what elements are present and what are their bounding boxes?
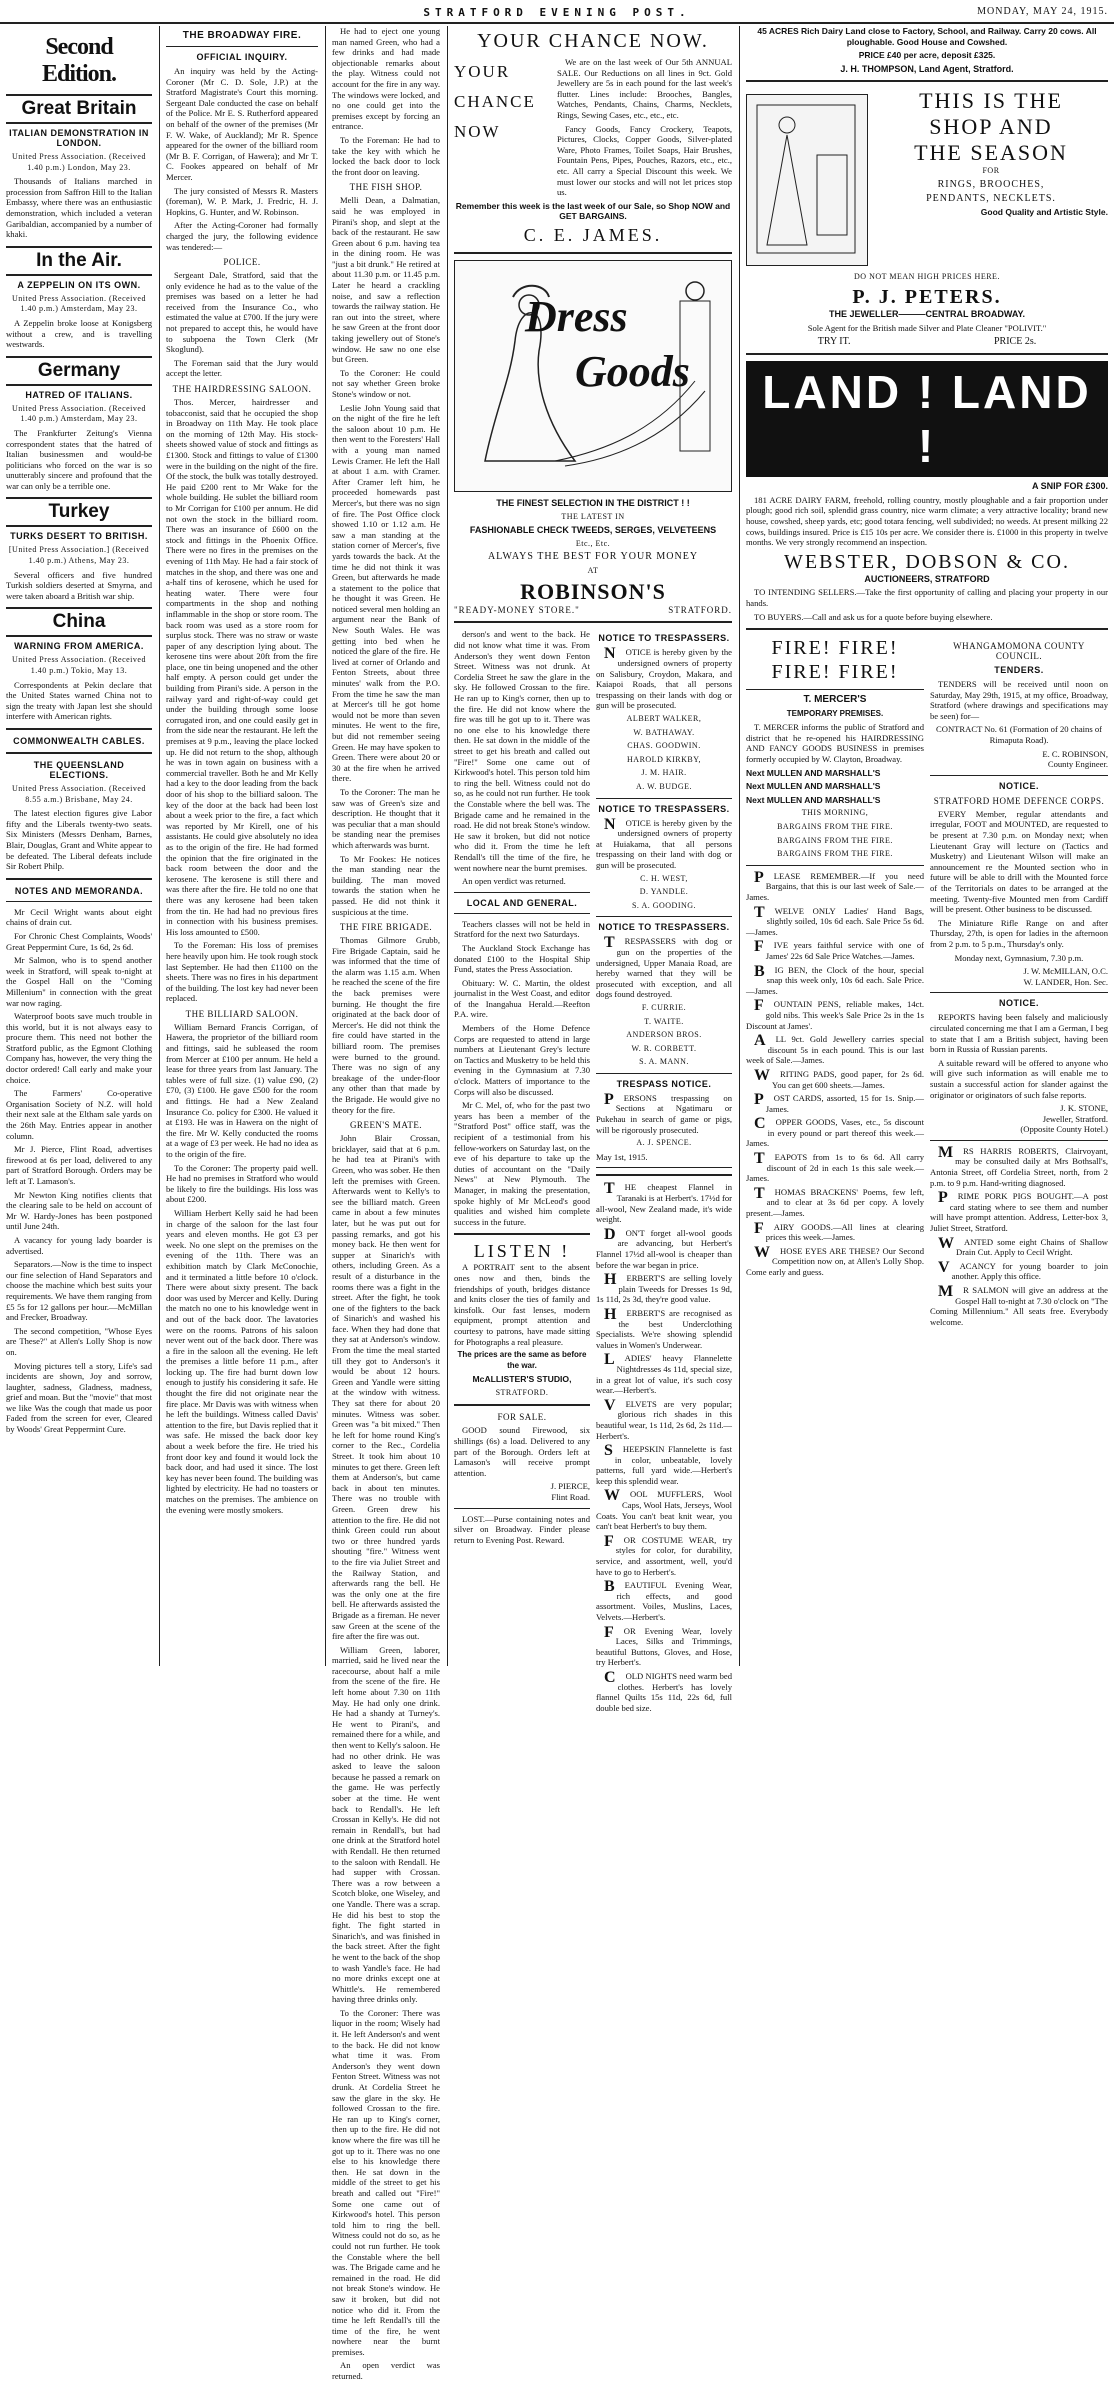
subheading: POLICE. — [223, 257, 261, 268]
herbert-ads — [596, 1182, 732, 1713]
section-china: China — [6, 607, 152, 637]
herbert-ad: DON'T forget all-wool goods are advancing, but Herbert's Flannel 17½d all-wool is cheaper than before the war began in price. — [596, 1225, 732, 1270]
herbert-ad: HERBERT'S are selling lovely plain Tweeds for Dresses 1s 9d, 1s 11d, 2s 3d, they're good value. — [596, 1271, 732, 1305]
subheading: GREEN'S MATE. — [349, 1120, 423, 1131]
note-item: Waterproof boots save much trouble in this world, but it is not always easy to procure them. This need not bother the Stratford public, as the Egmont Clothing Company has, however, the very thing the doctor ordered! Call early and make your choice. — [6, 1011, 152, 1085]
james-ad: FIVE years faithful service with one of James' 22s 6d Sale Price Watches.—James. — [754, 938, 924, 961]
paragraph: William Green, laborer, married, said he lived near the racecourse, about half a mile from the scene of the fire. He left home about 7.30 on 11th May. He had only one drink. He had a shandy at Turney's. He went to Pirani's, and remained there for a while, and then went to Kelly's saloon. He had no other drink. He was asked to leave the saloon because he passed a remark on the game. He was perfectly sober at the time. He went back to Rendall's. He left Crossan in Kelly's. He did not remain in Rendall's, but had one drink at the Stratford hotel with Rendall. He then returned to the saloon with Rendall. He had supper with Crossan. There was a row between a Scotch bloke, one Wiseley, and one Yandle. There was a scrap. He did his best to stop the fight. The fight started in Sinarich's, and was finished in the back street. After the fight he went to the back of the shop to wash Yandle's face. He had no more drinks except one at Whittle's. He remembered having three drinks only. — [332, 1644, 440, 2005]
paragraph: An open verdict was returned. — [462, 876, 566, 887]
article-body — [166, 397, 318, 1004]
herbert-ad: THE cheapest Flannel in Taranaki is at Herbert's. 17½d for all-wool, New Zealand made, it's wide weight. — [596, 1180, 732, 1225]
column-classifieds: 45 ACRES Rich Dairy Land close to Factory, School, and Railway. Carry 20 cows. All ploughable. Good House and Cowshed. PRICE £40 per acre, deposit £325. J. H. THOMPSON, Land Agent, Stratford. THIS IS THE SHOP AND THE SEASON FOR RINGS, BROOCHES, PENDANTS, NECKLETS. Good Quality and Artistic Style. DO NOT MEAN HIGH PRICES HERE. P. J. PETERS. THE JEWELLER———CENTRAL BROADWAY. Sole Agent for the British made Silver and Plate Cleaner "POLIVIT." TRY IT. PRICE 2s. LAND ! LAND ! A SNIP FOR £300. 181 ACRE DAIRY FARM, freehold, rolling country, mostly ploughable and a fair proportion under plough; good rich soil, splendid grass country, nice warm climate; a very attractive locality; brand new house, cowshed, sheep yards, etc; good totara fencing, well subdivided; no weeds. At present milking 22 cows, buildings insured. Price is £15 10s per acre. We consider there is. £1000 in this property in twelve months. We very strongly recommend an inspection. WEBSTER, DOBSON & CO. AUCTIONEERS, STRATFORD TO INTENDING SELLERS.—Take the first opportunity of calling and placing your property in our hands. TO BUYERS.—Call and ask us for a quote before buying elsewhere. FIRE! FIRE! FIRE! FIRE! T. MERCER'S TEMPORARY PREMISES. T. MERCER informs the public of Stratford and district that he re-opened his HAIRDRESSING AND FANCY GOODS BUSINESS in premises formerly occupied by W. Clayton, Broadway. Next MULLEN AND MARSHALL'S Next MULLEN AND MARSHALL'S Next MULLEN AND MARSHALL'S THIS MORNING, BARGAINS FROM THE FIRE. BARGAINS FROM THE FIRE. BARGAINS FROM THE FIRE. PLEASE REMEMBER.—If you need Bargains, that this is our last week of Sale.—James. TWELVE ONLY Ladies' Hand Bags, slightly soiled, 10s 6d each. Sale Price 5s 6d.—James. FIVE years faithful service with one of James' 22s 6d Sale Price Watches.—James. BIG BEN, the Clock of the hour, special snap this week only, 10s 6d each. Sale Price.—James. FOUNTAIN PENS, reliable makes, 14ct. gold nibs. This week's Sale Price 2s in the 1s Discount at James'. ALL 9ct. Gold Jewellery carries special discount 5s in each pound. This is our last week of Sale.—James. WRITING PADS, good paper, for 2s 6d. You can get 600 sheets.—James. POST CARDS, assorted, 15 for 1s. Snip.—James. COPPER GOODS, Vases, etc., 5s discount in every pound or part thereof this week.—James. TEAPOTS from 1s to 6s 6d. All carry discount of 2d in each 1s this sale week.—James. THOMAS BRACKENS' Poems, few left, and to clear at 3s 6d per copy. A lovely present.—James. FAIRY GOODS.—All lines at clearing prices this week.—James. WHOSE EYES ARE THESE? Our Second Competition now on, at Allen's Lolly Shop. Come early and guess. WHANGAMOMONA COUNTY COUNCIL. TENDERS. TENDERS will be received until noon on Saturday, May 29th, 1915, at my office, Broadway, Stratford (where drawings and specifications may be seen) for— CONTRACT No. 61 (Formation of 20 chains of Rimaputa Road). E. C. ROBINSON, County Engineer. NOTICE. STRATFORD HOME DEFENCE CORPS. EVERY Member, regular attendants and irregular, FOOT and MOUNTED, are requested to be present at 7.30 p.m. on Monday next; when Lieutenant Gray will lecture on (Tactics and Musketry) and Lieutenant Wilson will make an announcement re the Mounted section who in future will be able to drill with the Mounted force of the Territorials on dates to be arranged at the meeting. Twenty-five Mounted men from Cardiff will be present. Other business to be discussed. The Miniature Rifle Range on and after Thursday, 27th, is open for ladies in the afternoon from 2 p.m. to 5 p.m., Thursday's only. Monday next, Gymnasium, 7.30 p.m. J. W. McMILLAN, O.C. W. LANDER, Hon. Sec. NOTICE. REPORTS having been falsely and maliciously circulated concerning me that I am a German, I beg to state that I am a British subject, having been born in Russia of Russian parents. A suitable reward will be offered to anyone who will give such information as will enable me to sustain a successful action for slander against the originator or originators of such false reports. J. K. STONE, Jeweller, Stratford. (Opposite County Hotel.) MRS HARRIS ROBERTS, Clairvoyant, may be consulted daily at Mrs Bothsall's, Antonia Street, off Cordelia Street, north, from 2 p.m. to 9 p.m. Hand-writing diagnosed. PRIME PORK PIGS BOUGHT.—A post card stating where to see them and number will have prompt attention. Address, Letter-box 3, Juliet Street, Stratford. WANTED some eight Chains of Shallow Drain Cut. Apply to Cecil Wright. VACANCY for young boarder to join another. Apply this office. MR SALMON will give an address at the Gospel Hall to-night at 7.30 o'clock on "The Coming Millennium." All seats free. Everybody welcome. — [746, 26, 1108, 1327]
james-ad: POST CARDS, assorted, 15 for 1s. Snip.—James. — [754, 1091, 924, 1114]
script-title: Dress — [525, 291, 628, 341]
notice-signatory: J. M. HAIR. — [641, 768, 687, 778]
article-body — [166, 1022, 318, 1515]
article-body — [332, 195, 440, 917]
james-ad: TEAPOTS from 1s to 6s 6d. All carry discount of 2d in each 1s this sale week.—James. — [746, 1150, 924, 1184]
note-item: Mr Cecil Wright wants about eight chains of drain cut. — [6, 906, 152, 928]
herbert-ad: VELVETS are very popular; glorious rich shades in this beautiful wear, 1s 11d, 2s 6d, 2s 11d.—Herbert's. — [596, 1396, 732, 1441]
paragraph: John Blair Crossan, bricklayer, said that at 6 p.m. he had tea at Pirani's with Green, who was sober. He then left the premises with Green. Afterwards went to Kelly's to see the billiard match. Green came in about a few minutes later, but he was put out for passing remarks, and got his money back. He then went for supper at Sinarich's with others, including Green. As a result of a disturbance in the rooms there was a fight in the street. After the fight, he took one of the fighters to the back of Sinarich's and washed his face. When they had done that they sat at Anderson's window. From the time the meal started till they got to Anderson's it would be about 12 hours. Green and Yandle were sitting at the window with witness. They sat there for about 20 minutes. Witness was sober. Green was "a bit mixed." Then he left for home round King's corner to the Rec., Cordelia Street. It took him about 10 minutes to get there. Green left them at Anderson's, but came back in about ten minutes. There was no trouble with Green. Green drew his attention to the fire. He did not think Green could run about two or three hundred yards shouting "fire." Witness went to the fire via Juliet Street and the Railway Station, and afterwards rang the bell. He was the only one at the fire bell. He afterwards assisted the Brigade as a fireman. He never saw Green at the scene of the fire after the fire was out. — [332, 1133, 440, 1642]
headline-broadway-fire: THE BROADWAY FIRE. — [182, 30, 302, 41]
issue-date: MONDAY, MAY 24, 1915. — [977, 6, 1108, 17]
ad-side-words: YOUR CHANCE NOW — [454, 62, 536, 141]
ad-firm-name: C. E. JAMES. — [523, 224, 663, 245]
small-ad: PRIME PORK PIGS BOUGHT.—A post card stating where to see them and number will have prompt attention. Address, Letter-box 3, Juliet Street, Stratford. — [930, 1189, 1108, 1234]
notes-list — [6, 907, 152, 1435]
section-turkey: Turkey — [6, 497, 152, 527]
notice-date: May 1st, 1915. — [596, 1151, 648, 1162]
paragraph: Members of the Home Defence Corps are requested to attend in large numbers at Lieutenant Grey's lecture on Tactics and Musketry to be held this evening in the Gymnasium at 7.30 o'clock. Matters of importance to the Corps will also be discussed. — [454, 1023, 590, 1097]
dateline: United Press Association. (Received 1.40 p.m.) Tokio, May 13. — [12, 655, 146, 676]
notice-heading: TRESPASS NOTICE. — [616, 1078, 712, 1089]
ad-body: Fancy Goods, Fancy Crockery, Teapots, Pictures, Clocks, Copper Goods, Silver-plated Ware, Photo Frames, Toilet Soaps, Hair Brushes, Fountain Pens, Pipes, Pouches, Razors, etc., etc., etc. All carry a Special Discount this week. We must lower our stocks and will not let prices stop us. — [557, 123, 732, 198]
dateline: United Press Association. (Received 8.55 a.m.) Brisbane, May 24. — [12, 784, 146, 804]
council-heading: WHANGAMOMONA COUNTY COUNCIL. — [953, 641, 1085, 662]
article-body — [454, 629, 590, 886]
shop-figure-icon — [747, 95, 865, 263]
section-notes: NOTES AND MEMORANDA. — [14, 885, 144, 896]
column-broadway-fire — [160, 26, 324, 1666]
ad-body: T. MERCER informs the public of Stratford and district that he re-opened his HAIRDRESSING AND FANCY GOODS BUSINESS in premises formerly occupied by W. Clayton, Broadway. — [746, 722, 924, 765]
note-item: Mr Newton King notifies clients that the clearing sale to be held on account of Mr W. Hardy-Jones has been postponed until June 24th. — [6, 1189, 152, 1232]
notice-signatory: S. A. GOODING. — [631, 900, 697, 910]
dateline: [United Press Association.] (Received 1.40 p.m.) Athens, May 23. — [8, 545, 150, 566]
herbert-ad: FOR Evening Wear, lovely Laces, Silks and Trimmings, beautiful Buttons, Gloves, and Hose, try Herbert's. — [596, 1623, 732, 1668]
ad-body: A PORTRAIT sent to the absent ones now and then, binds the friendships of youth, bridges distance and knits closer the ties of family and kinsfolk. Our fast lenses, modern equipment, prompt attention and courtesy to patrons, have made sitting for Photographs a real pleasure. — [454, 1262, 590, 1347]
paragraph: Sergeant Dale, Stratford, said that the only evidence he had as to the value of the premises was based on a letter he had received from the Insurance Co., who estimated the value at £700. If the jury were not prepared to accept this, he would have to subpoena the Town Clerk (Mr Skoglund). — [166, 270, 318, 355]
notice-signatory: ALBERT WALKER, — [626, 714, 702, 724]
dress-goods-illustration — [454, 260, 732, 492]
trespass-notices — [596, 633, 732, 1168]
note-item: Mr Salmon, who is to spend another week in Stratford, will speak to-night at the Gospel Hall on the "Coming Millenium" in connection with the great war now raging. — [6, 955, 152, 1008]
notice-body: NOTICE is hereby given by the undersigned owners of property at Huiakama, that all persons trespassing on their land with dog or gun will be prosecuted. — [596, 815, 732, 870]
defence-heading: STRATFORD HOME DEFENCE CORPS. — [933, 795, 1105, 806]
section-commonwealth-cables: COMMONWEALTH CABLES. — [13, 736, 145, 746]
herbert-ad: COLD NIGHTS need warm bed clothes. Herbert's has lovely flannel Quilts 15s 11d, 22s 6d, full double bed size. — [596, 1668, 732, 1713]
note-item: For Chronic Chest Complaints, Woods' Great Peppermint Cure, 1s 6d, 2s 6d. — [6, 930, 152, 952]
section-in-the-air: In the Air. — [6, 246, 152, 276]
note-item: Moving pictures tell a story, Life's sad incidents are shown, Joy and sorrow, laughter, sadness, Gladness, madness, grief and moan. But the "movie" that most we like Was the cough that made us poor Faded from the screen for ever, Cleared by Woods' Great Peppermint Cure. — [6, 1360, 152, 1435]
notice-body: PERSONS trespassing on Sections at Ngatimaru or Pukehau in search of game or pigs, will be rigorously prosecuted. — [596, 1090, 732, 1135]
subheading: THE FIRE BRIGADE. — [339, 922, 433, 933]
paragraph: An inquiry was held by the Acting-Coroner (Mr C. D. Sole, J.P.) at the Stratford Magistrate's Court this morning. Sergeant Dale conducted the case on behalf of the Police. Mr E. S. Rutherford appeared on behalf of the owner of the premises (Mr F. W. Wake, of Auckland); Mr R. Spence appeared for the owner of the billiard room (Mr B. F. Corrigan, of Hawera); and Mr T. C. Fookes appeared on behalf of Mr Mercer. — [166, 66, 318, 182]
paragraph: To the Coroner: The man he saw was of Green's size and description. He thought that it was peculiar that a man should be standing near the premises which afterwards was burnt. — [332, 786, 440, 850]
section-great-britain: Great Britain — [6, 94, 152, 124]
note-item: The Farmers' Co-operative Organisation Society of N.Z. will hold their next sale at the Eltham sale yards on the 26th May. Entries appear in another column. — [6, 1088, 152, 1141]
james-ad: FOUNTAIN PENS, reliable makes, 14ct. gold nibs. This week's Sale Price 2s in the 1s Discount at James'. — [746, 997, 924, 1031]
newspaper-title: STRATFORD EVENING POST. — [423, 6, 691, 19]
small-ad: MRS HARRIS ROBERTS, Clairvoyant, may be consulted daily at Mrs Bothsall's, Antonia Street, off Cordelia Street, north, from 2 p.m. to 9 p.m. Hand-writing diagnosed. — [930, 1143, 1108, 1188]
article-body: The latest election figures give Labor fifty and the Liberals twenty-two seats. Six Ministers (Messrs Denham, Barnes, Blair, Douglas, Grant and White appear to be defeated. The Liberal defeats include Sir Robert Philp. — [6, 808, 152, 872]
headline: ITALIAN DEMONSTRATION IN LONDON. — [9, 128, 149, 148]
notice-signatory: W. R. CORBETT. — [631, 1043, 697, 1053]
james-ad: WHOSE EYES ARE THESE? Our Second Competition now on, at Allen's Lolly Shop. Come early and guess. — [746, 1243, 924, 1277]
stone-notice: REPORTS having been falsely and maliciously circulated concerning me that I am a German, I beg to state that I am a British subject, having been born in Russia of Russian parents. — [930, 1012, 1108, 1055]
second-edition-banner: Second Edition. — [41, 34, 117, 87]
notice-signatory: T. WAITE. — [644, 1016, 684, 1026]
article-body: Correspondents at Pekin declare that the United States warned China not to sign the treaty with Japan lest she should interfere with American rights. — [6, 679, 152, 722]
subheading: THE HAIRDRESSING SALOON. — [172, 384, 312, 395]
james-ad: THOMAS BRACKENS' Poems, few left, and to clear at 3s 6d per copy. A lovely present.—James. — [746, 1184, 924, 1219]
paragraph: Leslie John Young said that on the night of the fire he left the saloon about 10 p.m. He then went to the Foresters' Hall with a young man named Lewis Cramer. He left the Hall at about 1 a.m. with Cramer. After Cramer left him, he proceeded homewards past Mercer's, but there was no sign of fire. The Post Office clock showed 1.10 or 1.12 a.m. He saw a man standing at the station corner of Mercer's, five yards towards the back. At the time he did not think it was Green, but afterwards he made a statement to the police that he thought it was Green. He noticed several men holding an argument near the Bank of New South Wales. He was getting into bed when he noticed the glare of the fire. He lived at corner of Orlando and Fenton Streets, about three minutes' walk from the P.O. From the time he saw the man at Mercer's till he got home would not be more than seven minutes. He went to the fire, but did not remember seeing Green. He may have spoken to Green. There were about 20 or 30 at the fire when he arrived there. — [332, 402, 440, 784]
notice-signatory: A. W. BUDGE. — [635, 782, 692, 791]
herbert-ad: HERBERT'S are recognised as the best Underclothing Specialists. We're showing splendid values in Women's Underwear. — [596, 1305, 732, 1350]
headline: HATRED OF ITALIANS. — [25, 389, 133, 400]
article-body — [166, 270, 318, 379]
subheading: OFFICIAL INQUIRY. — [196, 52, 288, 62]
notice-signatory: ANDERSON BROS. — [626, 1030, 702, 1040]
ad-body: 181 ACRE DAIRY FARM, freehold, rolling country, mostly ploughable and a fair proportion under plough; good rich soil, splendid grass country, nice warm climate; a very attractive locality; brand new house, cowshed, sheep yards, etc; good totara fencing, well subdivided; no weeds. At present milking 22 cows, buildings insured. Price is £15 10s per acre. We consider there is. £1000 in this property in twelve months. We very strongly recommend an inspection. — [746, 494, 1108, 548]
article-body — [332, 26, 440, 177]
small-ad: MR SALMON will give an address at the Gospel Hall to-night at 7.30 o'clock on "The Coming Millennium." All seats free. Everybody welcome. — [930, 1283, 1108, 1327]
paragraph: Thomas Gilmore Grubb, Fire Brigade Captain, said he was informed that the time of the alarm was 1.15 a.m. When he reached the scene of the fire the back premises were burning. He thought the fire originated at the back door of Mercer's. He did not think the fire could have started in the billiard room. The premises were burned to the ground. There was no sign of any breakage of the under-floor any other than that made by the Brigade. He would give no theory for the fire. — [332, 935, 440, 1115]
herbert-ad: SHEEPSKIN Flannelette is fast in color, unbeatable, lovely patterns, full yard wide.—Herbert's keep this splendid wear. — [596, 1442, 732, 1486]
note-item: The second competition, "Whose Eyes are These?" at Allen's Lolly Shop is now on. — [6, 1325, 152, 1357]
james-ad: ALL 9ct. Gold Jewellery carries special discount 5s in each pound. This is our last week of Sale.—James. — [746, 1032, 924, 1066]
subheading: THE FISH SHOP. — [349, 182, 423, 193]
peters-name: P. J. PETERS. — [852, 285, 1002, 308]
notice-heading: NOTICE TO TRESPASSERS. — [598, 922, 730, 933]
article-body: The Frankfurter Zeitung's Vienna correspondent states that the hatred of Italian businessmen and would-be politicians who forced on the war is so unutterably sincere and profound that the war can only be a terrible one. — [6, 427, 152, 491]
notice-signatory: HAROLD KIRKBY, — [627, 754, 701, 764]
herbert-ad: BEAUTIFUL Evening Wear, rich effects, and good assortment. Voiles, Muslins, Laces, Velvets.—Herbert's. — [596, 1578, 732, 1622]
paragraph: To the Coroner: There was liquor in the room; Wisely had it. He left Anderson's and went to the back. He did not know what time it was. From Anderson's they went down Fenton Street. Witness was not drunk. At Cordelia Street he saw the glare in the sky. He followed Crossan to the fire. He ran up to King's corner, then up to the fire. He did not know where the fire was till he got up to it. There was no one else to his knowledge there then. He sat down in the middle of the street to get his breath and called out "Fire!" Some one came out of Kirkwood's hotel. This person told him to ring the bell. Witness could not do so, as he could not run further. He took the Constable where the bell was. The Brigade came and he remained in the road. He did not break Stone's window. He saw it broken, but did not notice who did it. From the time he left Rendall's till the time of the fire, he went nowhere near the burnt premises. — [332, 2007, 440, 2357]
james-ad: FAIRY GOODS.—All lines at clearing prices this week.—James. — [754, 1219, 924, 1243]
ad-headline: YOUR CHANCE NOW. — [477, 30, 709, 52]
headline: TURKS DESERT TO BRITISH. — [10, 531, 148, 542]
ad-45-acres: 45 ACRES Rich Dairy Land close to Factory, School, and Railway. Carry 20 cows. All ploughable. Good House and Cowshed. — [757, 26, 1097, 47]
paragraph: After the Acting-Coroner had formally charged the jury, the following evidence was tendered:— — [166, 220, 318, 252]
for-sale-heading: FOR SALE. — [497, 1412, 547, 1423]
paragraph: The Auckland Stock Exchange has donated £100 to the Hospital Ship Fund, states the Press Association. — [454, 942, 590, 975]
column-fire-continued — [326, 26, 446, 2382]
note-item: A vacancy for young lady boarder is advertised. — [6, 1234, 152, 1256]
notice-signatory: CHAS. GOODWIN. — [627, 741, 701, 751]
section-local-general: LOCAL AND GENERAL. — [466, 897, 578, 908]
headline: THE QUEENSLAND ELECTIONS. — [33, 760, 125, 780]
notice-heading: NOTICE TO TRESPASSERS. — [598, 633, 730, 644]
paragraph: Mr C. Mel, of, who for the past two years has been a member of the "Stratford Post" office staff, was the recipient of a testimonial from his fellow-workers on Saturday last, on the eve of his departure to take up the duties of accountant on the "Daily News" at New Plymouth. The Manager, in making the presentation, spoke highly of Mr McLeod's good qualities and wished him complete success in the future. — [454, 1100, 590, 1227]
script-title: Goods — [575, 346, 690, 396]
notice-heading: NOTICE TO TRESPASSERS. — [598, 803, 730, 814]
paragraph: To Mr Fookes: He notices the man standing near the building. The man moved towards the station when he passed. He did not think it suspicious at the time. — [332, 853, 440, 917]
article-body: Several officers and five hundred Turkish soldiers deserted at Smyrna, and were taken aboard a British war ship. — [6, 569, 152, 601]
notice-signatory: F. CURRIE. — [641, 1002, 687, 1012]
fire-fire-banner: FIRE! FIRE! FIRE! FIRE! — [771, 637, 899, 684]
james-ad: BIG BEN, the Clock of the hour, special snap this week only, 10s 6d each. Sale Price.—James. — [746, 962, 924, 996]
notice-signatory: C. H. WEST, — [640, 873, 688, 883]
ad-your-chance — [454, 30, 732, 246]
note-item: Separators.—Now is the time to inspect our fine selection of Hand Separators and choose the machine which best suits your requirements. We have them ranging from £5 5s for 12 gallons per hour.—McMillan and Frecker, Broadway. — [6, 1259, 152, 1323]
paragraph: To the Coroner: The property paid well. He had no premises in Stratford who would be likely to fire the buildings. His loss was about £200. — [166, 1162, 318, 1205]
james-ad: WRITING PADS, good paper, for 2s 6d. You can get 600 sheets.—James. — [754, 1066, 924, 1090]
article-body — [166, 66, 318, 252]
paragraph: The Foreman said that the Jury would accept the letter. — [166, 357, 318, 379]
herbert-ad: FOR COSTUME WEAR, try styles for color, for durability, service, and assortment, well, you'd have to go to Herbert's. — [596, 1532, 732, 1577]
notice-signatory: D. YANDLE. — [639, 887, 689, 897]
article-body: A Zeppelin broke loose at Konigsberg without a crew, and is travelling westwards. — [6, 317, 152, 350]
lost-notice: LOST.—Purse containing notes and silver on Broadway. Finder please return to Evening Post. Reward. — [454, 1513, 590, 1545]
james-ad: COPPER GOODS, Vases, etc., 5s discount in every pound or part thereof this week.—James. — [746, 1115, 924, 1149]
small-ad: VACANCY for young boarder to join another. Apply this office. — [938, 1258, 1108, 1282]
herbert-ad: LADIES' heavy Flannelette Nightdresses 4s 11d, special size, in a great lot of value, it's such cosy wear.—Herbert's. — [596, 1351, 732, 1396]
ad-body: We are on the last week of Our 5th ANNUAL SALE. Our Reductions on all lines in 9ct. Gold Jewellery are 5s in each pound for the last week's flutter. Lines include: Brooches, Bangles, Watches, Pendants, Chains, Charms, Necklets, Rings, Sewing Cases, etc., etc., etc. — [557, 57, 732, 120]
article-body — [454, 919, 590, 1228]
article-body — [332, 1133, 440, 2381]
paragraph: William Bernard Francis Corrigan, of Hawera, the proprietor of the billiard room and fittings, said he subleased the room from Mercer at £100 per annum. He held a lease for three years from last January. The tables were of full size. (1) value £90, (2) £70, (3) £100. He gave £500 for the room and fittings. He had a New Zealand Insurance Co. policy for £300. He valued it at £193. He was in Hawera on the night of the fire. Mr W. Kelly conducted the rooms at a wage of £3 per week. He had no idea as to the origin of the fire. — [166, 1021, 318, 1159]
land-banner: LAND ! LAND ! — [746, 361, 1108, 477]
paragraph: Thos. Mercer, hairdresser and tobacconist, said that he occupied the shop in Broadway on 11th May. He took place on the morning of 12th May. His stock-sheets showed value of stock and fittings as £1300. Stock and fittings to value of £1300 were in the building on the night of the fire. Of the stock, the bulk was totally destroyed. He paid £200 rent to Mr Wake for the whole building. He sublet the billiard room to Mr Corrigan for £100 per annum. He did not own the stock in the billiard room. There was an insurance of £600 on the stock and fittings in the Phoenix Office. There were no fires in the premises on the evening of 11th May. He had a fair stock of matches in the shop, and there was one and a-half tins of kerosene, which he used for heating water. There were four compartments in the shop and nothing inflammable in the shop or store room. The back room was used as a store room for surplus stock. There was no straw or waste paper of any description lying about. The kerosene tins were about 20ft from the fire place, one tin being unopened and the other half empty. A person could get under the building from Pirani's side. A person in the railway yard and right-of-way could get under the building through some loose corrugated iron, and one could easily get in from the side near the restaurant. He left the premises at 9 p.m., leaving the place locked up. He did not return to the shop, although he was in town again on business with a commercial traveller. Both he and Mr Kelly had a key to the door leading from the back door of his shop to the billiard saloon. The key of the door at the back had been lost about a week prior to the fire, a fact which was reported by Mr Kirell, one of his assistants. He could give absolutely no idea as to the origin of the fire. He had formed the opinion that the fire originated in the back room between the door and the kerosene. The kerosene is still there and was there after the fire. He told no one that there was any kerosene had been taken from the tin. He had had no previous fires in connection with his business premises. His loss amounted to £500. — [166, 397, 318, 937]
paragraph: Obituary: W. C. Martin, the oldest journalist in the West Coast, and editor of the Inangahua Herald.—Reefton P.A. wire. — [454, 977, 590, 1020]
dateline: United Press Association. (Received 1.40 p.m.) Amsterdam, May 23. — [12, 403, 146, 424]
james-ad: PLEASE REMEMBER.—If you need Bargains, that this is our last week of Sale.—James. — [746, 868, 924, 902]
notice-signatory: S. A. MANN. — [639, 1057, 689, 1067]
ad-listen: LISTEN ! — [473, 1241, 571, 1262]
paragraph: The jury consisted of Messrs R. Masters (foreman), W. P. Mark, J. Fredric, H. J. Hopkins, G. Hunter, and W. Robinson. — [166, 185, 318, 217]
article-body: Thousands of Italians marched in procession from Saffron Hill to the Italian Embassy, where there was an enthusiastic demonstration, which included a veteran Garibaldian, accompanied by a number of khaki. — [6, 176, 152, 240]
jewellery-shop-illustration — [746, 94, 868, 266]
small-ad: WANTED some eight Chains of Shallow Drain Cut. Apply to Cecil Wright. — [938, 1234, 1108, 1258]
paragraph: To the Coroner: He could not say whether Green broke Stone's window or not. — [332, 367, 440, 399]
notice-signatory: W. BATHAWAY. — [633, 727, 695, 737]
dateline: United Press Association. (Received 1.40 p.m.) London, May 23. — [12, 152, 146, 172]
ad-robinsons: THE FINEST SELECTION IN THE DISTRICT ! ! THE LATEST IN FASHIONABLE CHECK TWEEDS, SERGES, VELVETEENS Etc., Etc. ALWAYS THE BEST FOR YOUR MONEY AT ROBINSON'S "READY-MONEY STORE." STRATFORD. — [454, 497, 732, 616]
masthead — [0, 0, 1114, 24]
james-ad: TWELVE ONLY Ladies' Hand Bags, slightly soiled, 10s 6d each. Sale Price 5s 6d.—James. — [746, 903, 924, 937]
webster-dobson-name: WEBSTER, DOBSON & CO. — [784, 550, 1070, 573]
james-small-ads — [746, 868, 924, 1278]
paragraph: derson's and went to the back. He did not know what time it was. From Anderson's they went down Fenton Street. Witness was not drunk. At Cordelia Street he saw the glare in the sky. He followed Crossan to the fire. He ran up to King's corner, then up to the fire. He did not know where the fire was till he got up to it. There was no one else to his knowledge there then. He sat down in the middle of the street to get his breath and called out "Fire!" Some one came out of Kirkwood's hotel. This person told him to ring the bell. Witness could not do so, as he could not run further. He took the Constable where the bell was. The Brigade came and he remained in the road. He did not break Stone's window. He saw it broken, but did not notice who did it. From the time he left Rendall's till the time of the fire, he went nowhere near the burnt premises. — [454, 629, 590, 873]
ad-remember: Remember this week is the last week of our Sale, so Shop NOW and GET BARGAINS. — [455, 200, 731, 222]
column-advertisements: YOUR CHANCE NOW. YOUR CHANCE NOW We are on the last week of Our 5th ANNUAL SALE. Our Reductions on all lines in 9ct. Gold Jewellery are 5s in each pound for the last week's flutter. Lines include: Brooches, Bangles, Watches, Pendants, Chains, Charms, Necklets, Rings, Sewing Cases, etc., etc., etc. Fancy Goods, Fancy Crockery, Teapots, Pictures, Clocks, Copper Goods, Silver-plated Ware, Photo Frames, Toilet Soaps, Hair Brushes, Fountain Pens, Pipes, Pouches, Razors, etc., etc., etc. All carry a Special Discount this week. We must lower our stocks and will not let prices stop us. Remember this week is the last week of our Sale, so Shop NOW and GET BARGAINS. C. E. JAMES. Dress Goods THE FINEST SELECTION IN THE DISTRICT ! ! THE LATEST IN FASHIONABLE CHECK TWEEDS, SERGES, VELVETEENS Etc., Etc. ALWAYS THE BEST FOR YOUR MONEY AT ROBINSON'S "READY-MONEY STORE." STRATFORD. derson's and went to the back. He did not know what time it was. From Anderson's they went down Fenton Street. Witness was not drunk. At Cordelia Street he saw the glare in the sky. He followed Crossan to the fire. He ran up to King's corner, then up to the fire. He did not know where the fire was till he got up to it. There was no one else to his knowledge there then. He sat down in the middle of the street to get his breath and called out "Fire!" Some one came out of Kirkwood's hotel. This person told him to ring the bell. Witness could not do so, as he could not run further. He took the Constable where the bell was. The Brigade came and he remained in the road. He did not break Stone's window. He saw it broken, but did not notice who did it. From the time he left Rendall's till the time of the fire, he went nowhere near the burnt premises. An open verdict was returned. LOCAL AND GENERAL. Teachers classes will not be held in Stratford for the next two Saturdays. The Auckland Stock Exchange has donated £100 to the Hospital Ship Fund, states the Press Association. Obituary: W. C. Martin, the oldest journalist in the West Coast, and editor of the Inangahua Herald.—Reefton P.A. wire. Members of the Home Defence Corps are requested to attend in large numbers at Lieutenant Grey's lecture on Tactics and Musketry to be held this evening in the Gymnasium at 7.30 o'clock. Matters of importance to the Corps will also be discussed. Mr C. Mel, of, who for the past two years has been a member of the "Stratford Post" office staff, was the recipient of a testimonial from his fellow-workers on Saturday last, on the eve of his departure to take up the duties of accountant on the "Daily News" at New Plymouth. The Manager, in making the presentation, spoke highly of Mr McLeod's good qualities and wished him complete success in the future. LISTEN ! A PORTRAIT sent to the absent ones now and then, binds the friendships of youth, bridges distance and knits closer the ties of family and kinsfolk. Our fast lenses, modern equipment, prompt attention and courtesy to patrons, have made sitting for Photographs a real pleasure. The prices are the same as before the war. McALLISTER'S STUDIO, STRATFORD. FOR SALE. GOOD sound Firewood, six shillings (6s) a load. Delivered to any part of the Borough. Orders left at Lamason's will receive prompt attention. J. PIERCE, Flint Road. LOST.—Purse containing notes and silver on Broadway. Finder please return to Evening Post. Reward. NOTICE TO TRESPASSERS. NOTICE is hereby given by the undersigned owners of property on Salisbury, Croydon, Makara, and Kaiapoi Roads, that all persons trespassing on their lands with dog or gun will be prosecuted. ALBERT WALKER, W. BATHAWAY. CHAS. GOODWIN. HAROLD KIRKBY, J. M. HAIR. A. W. BUDGE. NOTICE TO TRESPASSERS. NOTICE is hereby given by the undersigned owners of property at Huiakama, that all persons trespassing on their land with dog or gun will be prosecuted. C. H. WEST, D. YANDLE. S. A. GOODING. NOTICE TO TRESPASSERS. TRESPASSERS with dog or gun on the properties of the undersigned, Upper Manaia Road, are hereby warned that they will be prosecuted with exception, and all dogs found destroyed. F. CURRIE. T. WAITE. ANDERSON BROS. W. R. CORBETT. S. A. MANN. TRESPASS NOTICE. PERSONS trespassing on Sections at Ngatimaru or Pukehau in search of game or pigs, will be rigorously prosecuted. A. J. SPENCE. May 1st, 1915. THE cheapest Flannel in Taranaki is at Herbert's. 17½d for all-wool, New Zealand made, it's wide weight. DON'T forget all-wool goods are advancing, but Herbert's Flannel 17½d all-wool is cheaper than before the war began in price. HERBERT'S are selling lovely plain Tweeds for Dresses 1s 9d, 1s 11d, 2s 3d, they're good value. HERBERT'S are recognised as the best Underclothing Specialists. We're showing splendid values in Women's Underwear. LADIES' heavy Flannelette Nightdresses 4s 11d, special size, in a great lot of value, it's such cosy wear.—Herbert's. VELVETS are very popular; glorious rich shades in this beautiful wear, 1s 11d, 2s 6d, 2s 11d.—Herbert's. SHEEPSKIN Flannelette is fast in color, unbeatable, lovely patterns, full yard wide.—Herbert's keep this splendid wear. WOOL MUFFLERS, Wool Caps, Wool Hats, Jerseys, Wool Coats. You can't beat knit wear, you can't beat Herbert's to buy them. FOR COSTUME WEAR, try styles for color, for durability, service, and assortment, well, you'd have to go to Herbert's. BEAUTIFUL Evening Wear, rich effects, and good assortment. Voiles, Muslins, Laces, Velvets.—Herbert's. FOR Evening Wear, lovely Laces, Silks and Trimmings, beautiful Buttons, Gloves, and Hose, try Herbert's. COLD NIGHTS need warm bed clothes. Herbert's has lovely flannel Quilts 15s 11d, 22s 6d, full double bed size. — [454, 30, 732, 1713]
article-body — [332, 935, 440, 1115]
paragraph: To the Foreman: He had to take the key with which he locked the back door to lock the front door on leaving. — [332, 134, 440, 177]
herbert-ad: WOOL MUFFLERS, Wool Caps, Wool Hats, Jerseys, Wool Coats. You can't beat knit wear, you can't beat Herbert's to buy them. — [596, 1487, 732, 1532]
paragraph: An open verdict was returned. — [332, 2360, 440, 2382]
paragraph: He had to eject one young man named Green, who had a few drinks and had made objectionable remarks about the play. Witness could not account for the fire in any way. The windows were locked, and no one could get into the premises except by forcing an entrance. — [332, 26, 440, 132]
dateline: United Press Association. (Received 1.40 p.m.) Amsterdam, May 23. — [12, 293, 146, 314]
small-ads — [930, 1143, 1108, 1328]
paragraph: To the Foreman: His loss of premises here heavily upon him. He took rough stock last September. He had then £1100 on the sheets. There was no fires in his department of the building. The lost key had never been replaced. — [166, 940, 318, 1004]
subheading: THE BILLIARD SALOON. — [185, 1008, 299, 1019]
column-cables — [0, 26, 158, 1666]
paragraph: Melli Dean, a Dalmatian, said he was employed in Pirani's shop, and slept at the back of the restaurant. He saw Green about 6 p.m. having tea in the dining room. He was "just a bit drunk." He retired at about 11.30 p.m. or 11.45 p.m. Later he heard a crackling noise, and saw a reflection towards the railway station. He ran out into the street, where he saw Green at the front door taking jewellery out of Stone's window. He saw no one else but Green. — [332, 195, 440, 365]
peters-headline: THIS IS THE SHOP AND THE SEASON — [914, 88, 1068, 166]
headline: A ZEPPELIN ON ITS OWN. — [17, 279, 141, 290]
section-germany: Germany — [6, 356, 152, 386]
ad-body: GOOD sound Firewood, six shillings (6s) a load. Delivered to any part of the Borough. Orders left at Lamason's will receive prompt attention. — [454, 1425, 590, 1478]
paragraph: William Herbert Kelly said he had been in charge of the saloon for the last four years and eleven months. He got £3 per week. No one slept on the premises on the evening of the 11th. There was an exhibition match by Clark McConochie, and it terminated a little before 10 o'clock. There were about sixty present. The back door was used by Mercer and Kelly. During the match no one to his knowledge went in and out of the back door. The lavatories were on the rooms. Patrons of his saloon never went out of the back door. There was a fire in the saloon all the evening. He left the premises a little before 11 p.m., after locking up. The fire had burnt down low enough to justify his considering it safe. He thought the fire did not originate near the fire place. Mr Davis was with witness when he left the buildings. Witness called Davis' attention to the fire, but Davis replied that it was safe. He missed the back door key about a week before the fire. He tried his front door key and found it would lock the back door, and had used it since. The lost key has never been found. The building was lighted by electricity. He had no toasters or matches on the premises. The ambience on the evening were mostly smokers. — [166, 1207, 318, 1515]
note-item: Mr J. Pierce, Flint Road, advertises firewood at 6s per load, delivered to any part of Stratford Borough. Orders may be left at T. Lamason's. — [6, 1144, 152, 1186]
headline: WARNING FROM AMERICA. — [14, 641, 144, 652]
notice-body: TRESPASSERS with dog or gun on the properties of the undersigned, Upper Manaia Road, are hereby warned that they will be prosecuted with exception, and all dogs found destroyed. — [596, 934, 732, 1000]
paragraph: Teachers classes will not be held in Stratford for the next two Saturdays. — [454, 918, 590, 940]
notice-body: NOTICE is hereby given by the undersigned owners of property on Salisbury, Croydon, Makara, and Kaiapoi Roads, that all persons trespassing on their lands with dog or gun will be prosecuted. — [596, 645, 732, 711]
notice-signatory: A. J. SPENCE. — [636, 1138, 692, 1148]
